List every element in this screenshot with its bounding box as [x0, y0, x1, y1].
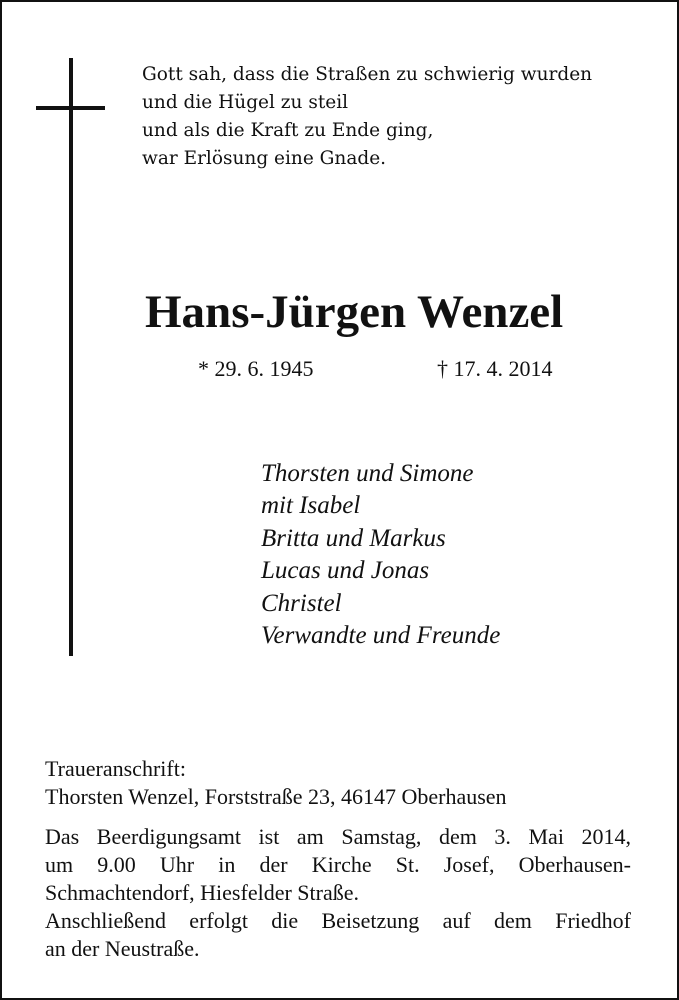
mourner-line: Christel	[261, 589, 342, 617]
poem-line: und die Hügel zu steil	[142, 92, 349, 113]
funeral-details	[45, 823, 631, 963]
mourner-line: Thorsten und Simone	[261, 460, 474, 487]
deceased-name: Hans-Jürgen Wenzel	[145, 286, 564, 338]
cross-horizontal-bar	[36, 106, 105, 110]
mourning-address	[45, 755, 635, 811]
funeral-line: an der Neustraße.	[45, 936, 200, 961]
mourner-line: Britta und Markus	[261, 524, 446, 552]
mourner-line: Verwandte und Freunde	[261, 622, 501, 650]
mourner-line: mit Isabel	[261, 492, 361, 520]
funeral-line: um 9.00 Uhr in der Kirche St. Josef, Oberhausen-	[45, 852, 631, 877]
address-value: Thorsten Wenzel, Forststraße 23, 46147 Oberhausen	[45, 784, 507, 809]
poem	[142, 61, 642, 173]
funeral-line: Schmachtendorf, Hiesfelder Straße.	[45, 880, 359, 905]
cross-vertical-bar	[69, 58, 73, 656]
address-label: Traueranschrift:	[45, 756, 186, 781]
birth-date: * 29. 6. 1945	[198, 356, 314, 381]
poem-line: war Erlösung eine Gnade.	[142, 148, 387, 169]
funeral-line: Anschließend erfolgt die Beisetzung auf dem Friedhof	[45, 908, 631, 933]
mourner-line: Lucas und Jonas	[261, 557, 430, 585]
poem-line: und als die Kraft zu Ende ging,	[142, 120, 434, 141]
funeral-line: Das Beerdigungsamt ist am Samstag, dem 3. Mai 2014,	[45, 824, 631, 849]
mourners-list	[261, 458, 641, 652]
death-date: † 17. 4. 2014	[437, 356, 553, 381]
poem-line: Gott sah, dass die Straßen zu schwierig wurden	[142, 64, 593, 85]
